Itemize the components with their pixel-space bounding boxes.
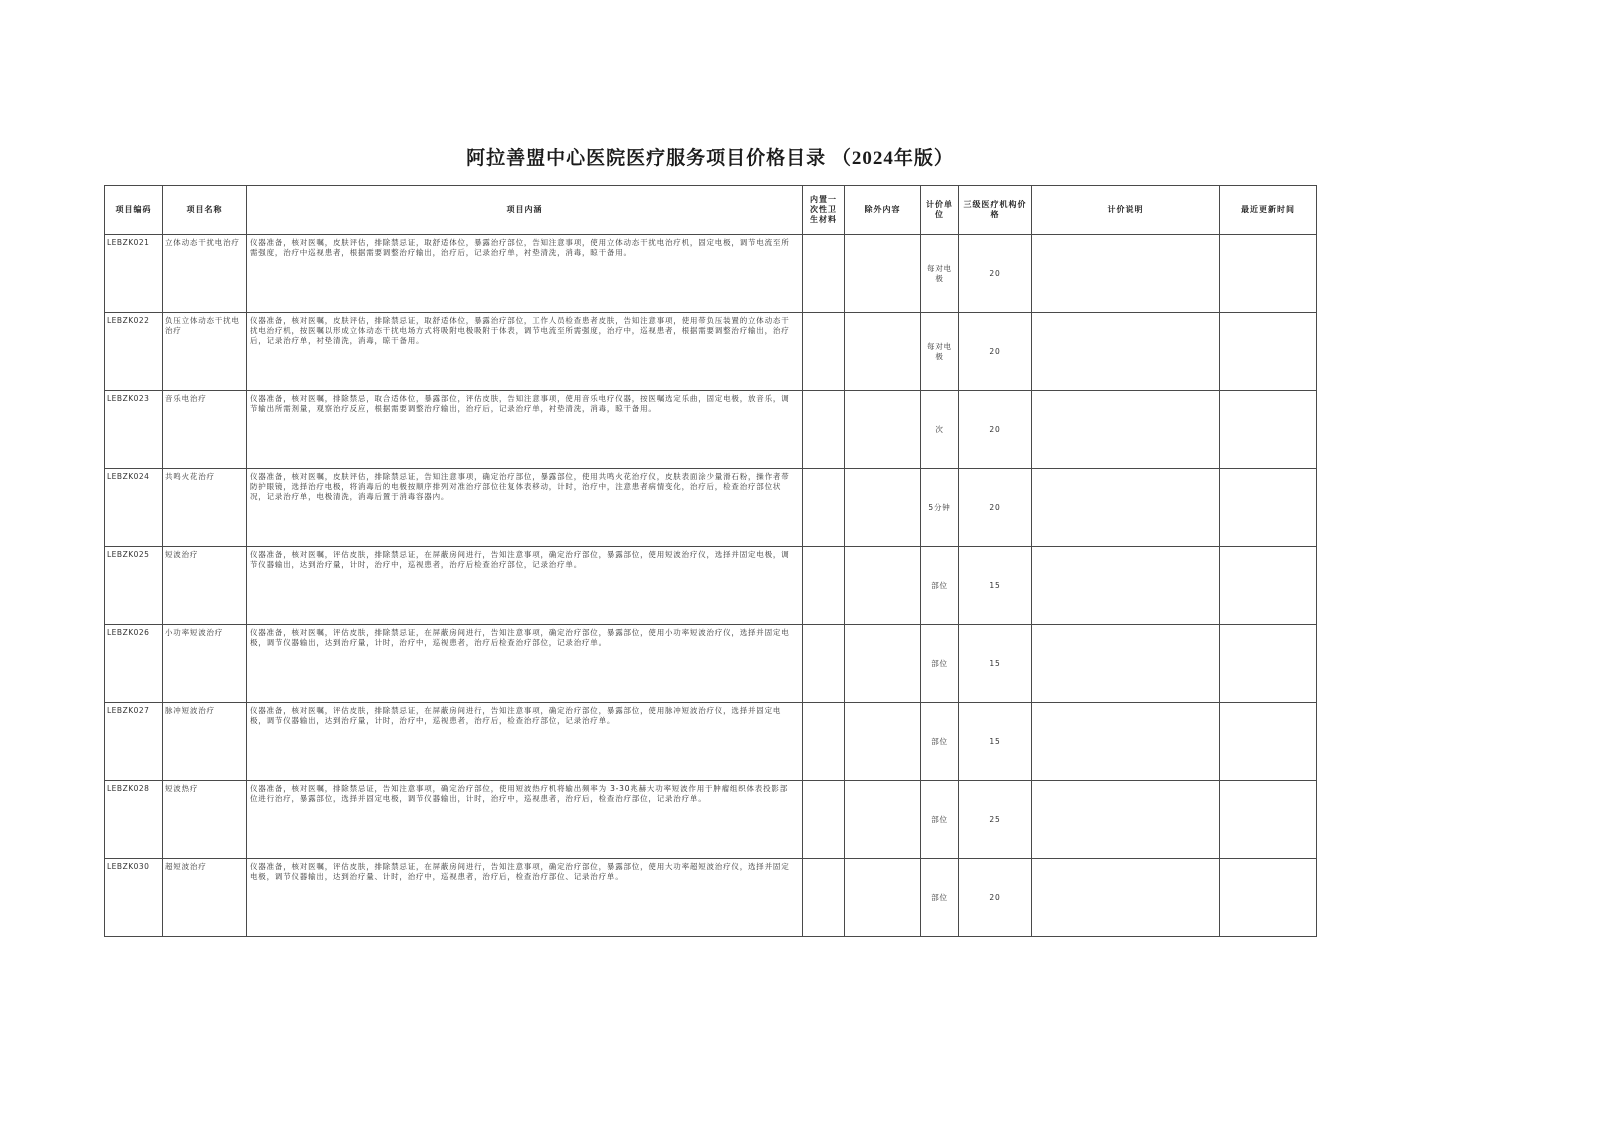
header-last-updated: 最近更新时间 <box>1220 186 1317 235</box>
item-name-cell: 小功率短波治疗 <box>163 625 247 703</box>
exclusion-cell <box>845 859 921 937</box>
pricing-unit-cell: 5分钟 <box>921 469 959 547</box>
item-code-cell: LEBZK023 <box>105 391 163 469</box>
last-updated-cell <box>1220 859 1317 937</box>
disposable-material-cell <box>803 625 845 703</box>
last-updated-cell <box>1220 469 1317 547</box>
table-row <box>105 625 1317 703</box>
pricing-unit-cell: 每对电极 <box>921 313 959 391</box>
table-row <box>105 469 1317 547</box>
pricing-unit-cell: 部位 <box>921 781 959 859</box>
header-pricing-unit: 计价单位 <box>921 186 959 235</box>
pricing-note-cell <box>1032 625 1220 703</box>
exclusion-cell <box>845 391 921 469</box>
tertiary-price-cell: 15 <box>959 703 1032 781</box>
tertiary-price-cell: 15 <box>959 625 1032 703</box>
disposable-material-cell <box>803 391 845 469</box>
pricing-note-cell <box>1032 547 1220 625</box>
header-exclusion: 除外内容 <box>845 186 921 235</box>
table-row <box>105 781 1317 859</box>
last-updated-cell <box>1220 703 1317 781</box>
table-row <box>105 859 1317 937</box>
pricing-unit-cell: 部位 <box>921 547 959 625</box>
item-content-cell: 仪器准备，核对医嘱，皮肤评估，排除禁忌证，告知注意事项，确定治疗部位，暴露部位，使用共鸣火花治疗仪，皮肤表面涂少量滑石粉，操作者带防护眼镜，选择治疗电极，将消毒后的电极按顺序排列对准治疗部位往复体表移动，计时，治疗中，注意患者病情变化，治疗后，检查治疗部位状况，记录治疗单，电极清洗，消毒后置于消毒容器内。 <box>247 469 803 547</box>
pricing-unit-cell: 部位 <box>921 625 959 703</box>
item-name-cell: 超短波治疗 <box>163 859 247 937</box>
item-content-cell: 仪器准备，核对医嘱，排除禁忌证，告知注意事项，确定治疗部位，使用短波热疗机将输出频率为 3-30兆赫大功率短波作用于肿瘤组织体表投影部位进行治疗，暴露部位，选择并固定电极，调节仪器输出，计时，治疗中，巡视患者，治疗后，检查治疗部位，记录治疗单。 <box>247 781 803 859</box>
tertiary-price-cell: 20 <box>959 859 1032 937</box>
item-content-cell: 仪器准备，核对医嘱，评估皮肤，排除禁忌证，在屏蔽房间进行，告知注意事项，确定治疗部位，暴露部位，使用小功率短波治疗仪，选择并固定电极，调节仪器输出，达到治疗量，计时，治疗中，巡视患者，治疗后检查治疗部位，记录治疗单。 <box>247 625 803 703</box>
header-tertiary-price: 三级医疗机构价格 <box>959 186 1032 235</box>
tertiary-price-cell: 20 <box>959 313 1032 391</box>
disposable-material-cell <box>803 235 845 313</box>
pricing-unit-cell: 部位 <box>921 703 959 781</box>
item-code-cell: LEBZK026 <box>105 625 163 703</box>
disposable-material-cell <box>803 469 845 547</box>
exclusion-cell <box>845 703 921 781</box>
pricing-unit-cell: 次 <box>921 391 959 469</box>
item-name-cell: 脉冲短波治疗 <box>163 703 247 781</box>
pricing-note-cell <box>1032 781 1220 859</box>
tertiary-price-cell: 25 <box>959 781 1032 859</box>
disposable-material-cell <box>803 313 845 391</box>
item-code-cell: LEBZK025 <box>105 547 163 625</box>
exclusion-cell <box>845 625 921 703</box>
header-pricing-note: 计价说明 <box>1032 186 1220 235</box>
header-item-content: 项目内涵 <box>247 186 803 235</box>
item-code-cell: LEBZK028 <box>105 781 163 859</box>
last-updated-cell <box>1220 235 1317 313</box>
item-content-cell: 仪器准备，核对医嘱，评估皮肤，排除禁忌证，在屏蔽房间进行，告知注意事项，确定治疗部位，暴露部位，使用大功率超短波治疗仪，选择并固定电极，调节仪器输出，达到治疗量、计时，治疗中，巡视患者，治疗后，检查治疗部位、记录治疗单。 <box>247 859 803 937</box>
item-content-cell: 仪器准备，核对医嘱，评估皮肤，排除禁忌证，在屏蔽房间进行，告知注意事项，确定治疗部位，暴露部位，使用短波治疗仪，选择并固定电极，调节仪器输出，达到治疗量，计时，治疗中，巡视患者，治疗后检查治疗部位，记录治疗单。 <box>247 547 803 625</box>
item-code-cell: LEBZK021 <box>105 235 163 313</box>
document-title: 阿拉善盟中心医院医疗服务项目价格目录 （2024年版） <box>466 148 954 169</box>
item-code-cell: LEBZK030 <box>105 859 163 937</box>
last-updated-cell <box>1220 547 1317 625</box>
item-name-cell: 短波治疗 <box>163 547 247 625</box>
tertiary-price-cell: 15 <box>959 547 1032 625</box>
last-updated-cell <box>1220 625 1317 703</box>
item-name-cell: 立体动态干扰电治疗 <box>163 235 247 313</box>
item-name-cell: 负压立体动态干扰电治疗 <box>163 313 247 391</box>
disposable-material-cell <box>803 703 845 781</box>
table-row <box>105 703 1317 781</box>
table-row <box>105 547 1317 625</box>
pricing-note-cell <box>1032 703 1220 781</box>
pricing-note-cell <box>1032 391 1220 469</box>
pricing-unit-cell: 每对电极 <box>921 235 959 313</box>
header-row <box>105 186 1317 235</box>
item-content-cell: 仪器准备，核对医嘱，排除禁忌，取合适体位，暴露部位，评估皮肤，告知注意事项，使用音乐电疗仪器，按医嘱选定乐曲，固定电极，放音乐，调节输出所需剂量，观察治疗反应，根据需要调整治疗输出，治疗后，记录治疗单，衬垫清洗，消毒，晾干备用。 <box>247 391 803 469</box>
item-content-cell: 仪器准备，核对医嘱，皮肤评估，排除禁忌证，取舒适体位，暴露治疗部位，工作人员检查患者皮肤，告知注意事项，使用带负压装置的立体动态干扰电治疗机，按医嘱以形成立体动态干扰电场方式将吸附电极吸附于体表，调节电流至所需强度，治疗中，巡视患者，根据需要调整治疗输出，治疗后，记录治疗单，衬垫清洗，消毒，晾干备用。 <box>247 313 803 391</box>
item-content-cell: 仪器准备，核对医嘱，评估皮肤，排除禁忌证，在屏蔽房间进行，告知注意事项，确定治疗部位，暴露部位，使用脉冲短波治疗仪，选择并固定电极，调节仪器输出，达到治疗量，计时，治疗中，巡视患者，治疗后，检查治疗部位，记录治疗单。 <box>247 703 803 781</box>
exclusion-cell <box>845 547 921 625</box>
price-catalog-table <box>104 185 1317 937</box>
pricing-note-cell <box>1032 313 1220 391</box>
exclusion-cell <box>845 469 921 547</box>
exclusion-cell <box>845 313 921 391</box>
exclusion-cell <box>845 781 921 859</box>
item-name-cell: 音乐电治疗 <box>163 391 247 469</box>
header-item-name: 项目名称 <box>163 186 247 235</box>
exclusion-cell <box>845 235 921 313</box>
header-item-code: 项目编码 <box>105 186 163 235</box>
tertiary-price-cell: 20 <box>959 235 1032 313</box>
last-updated-cell <box>1220 781 1317 859</box>
disposable-material-cell <box>803 859 845 937</box>
last-updated-cell <box>1220 391 1317 469</box>
table-body <box>105 235 1317 937</box>
item-code-cell: LEBZK027 <box>105 703 163 781</box>
table-row <box>105 391 1317 469</box>
disposable-material-cell <box>803 547 845 625</box>
disposable-material-cell <box>803 781 845 859</box>
item-name-cell: 共鸣火花治疗 <box>163 469 247 547</box>
item-code-cell: LEBZK024 <box>105 469 163 547</box>
tertiary-price-cell: 20 <box>959 391 1032 469</box>
item-name-cell: 短波热疗 <box>163 781 247 859</box>
pricing-unit-cell: 部位 <box>921 859 959 937</box>
tertiary-price-cell: 20 <box>959 469 1032 547</box>
pricing-note-cell <box>1032 235 1220 313</box>
table-row <box>105 235 1317 313</box>
table-row <box>105 313 1317 391</box>
item-code-cell: LEBZK022 <box>105 313 163 391</box>
pricing-note-cell <box>1032 469 1220 547</box>
pricing-note-cell <box>1032 859 1220 937</box>
last-updated-cell <box>1220 313 1317 391</box>
header-disposable-material: 内置一次性卫生材料 <box>803 186 845 235</box>
table-header <box>105 186 1317 235</box>
item-content-cell: 仪器准备，核对医嘱，皮肤评估，排除禁忌证，取舒适体位，暴露治疗部位，告知注意事项，使用立体动态干扰电治疗机，固定电极，调节电流至所需强度，治疗中巡视患者，根据需要调整治疗输出，治疗后，记录治疗单，衬垫清洗，消毒，晾干备用。 <box>247 235 803 313</box>
